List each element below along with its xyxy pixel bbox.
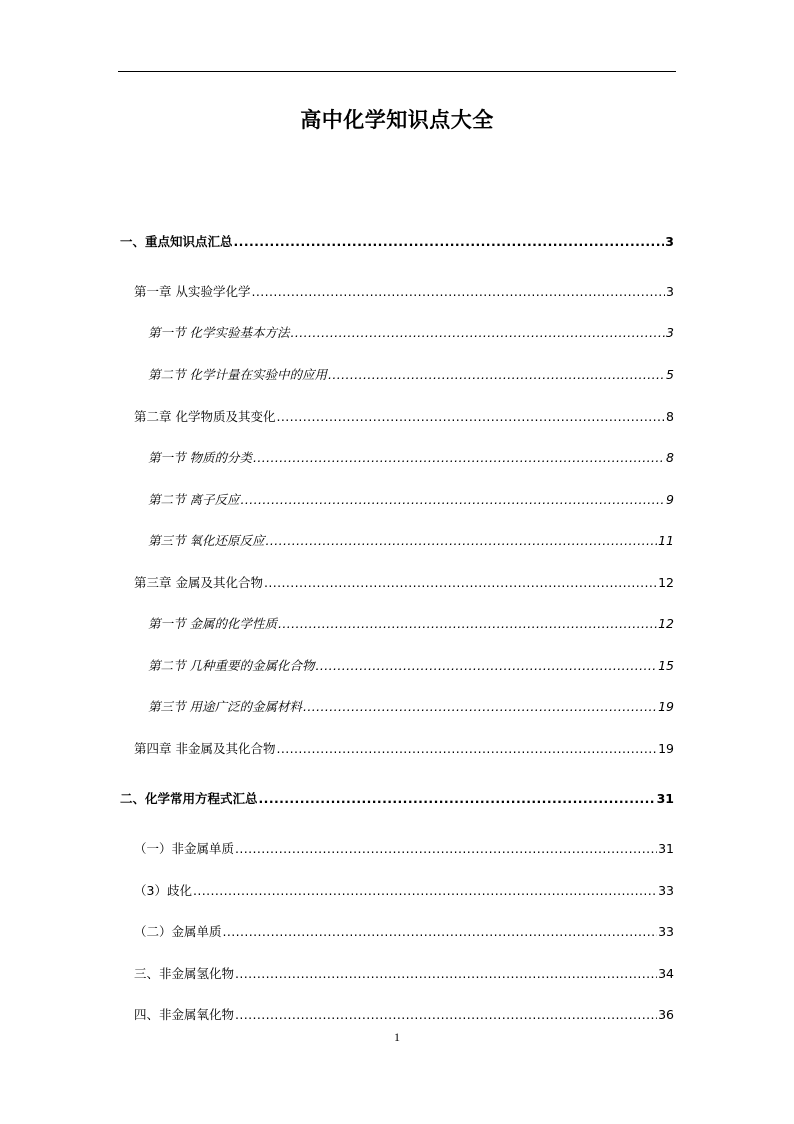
dot-leader [303,698,657,716]
toc-entry-label: 三、非金属氢化物 [134,966,235,981]
dot-leader [235,965,657,983]
toc-entry[interactable] [134,1006,674,1024]
toc-entry-label: 第一节 物质的分类 [148,450,252,465]
toc-entry[interactable] [148,324,674,342]
dot-leader [259,790,656,808]
dot-leader [328,366,665,384]
dot-leader [223,923,658,941]
toc-entry-label: 第四章 非金属及其化合物 [134,741,276,756]
toc-entry[interactable] [148,698,674,716]
toc-entry-page: 8 [666,409,674,424]
toc-entry[interactable] [134,283,674,301]
toc-entry[interactable] [120,233,674,251]
toc-entry-label: 第一节 金属的化学性质 [148,616,277,631]
dot-leader [290,324,665,342]
dot-leader [315,657,657,675]
dot-leader [265,532,657,550]
dot-leader [253,449,665,467]
toc-entry[interactable] [134,408,674,426]
toc-entry-page: 36 [658,1007,674,1022]
toc-entry-page: 19 [658,741,674,756]
toc-entry-page: 15 [658,658,674,673]
toc-entry-label: 四、非金属氧化物 [134,1007,235,1022]
dot-leader [234,233,665,251]
toc-entry-page: 9 [666,492,674,507]
toc-entry-label: 一、重点知识点汇总 [120,234,233,249]
toc-entry-label: 第三节 用途广泛的金属材料 [148,699,302,714]
toc-entry[interactable] [134,574,674,592]
toc-entry-label: 第一章 从实验学化学 [134,284,251,299]
toc-entry-page: 31 [658,841,674,856]
toc-entry-page: 3 [665,234,674,249]
page-number: 1 [394,1030,400,1044]
toc-entry[interactable] [134,740,674,758]
toc-entry-label: 第二节 化学计量在实验中的应用 [148,367,327,382]
toc-entry[interactable] [134,882,674,900]
toc-entry[interactable] [134,840,674,858]
toc-entry-page: 33 [658,883,674,898]
toc-entry-label: 第二节 离子反应 [148,492,240,507]
dot-leader [264,574,657,592]
dot-leader [235,840,657,858]
toc-entry[interactable] [148,366,674,384]
toc-entry-page: 31 [656,791,674,806]
toc-entry-page: 33 [658,924,674,939]
toc-entry-label: 第三章 金属及其化合物 [134,575,263,590]
toc-entry-page: 5 [666,367,674,382]
dot-leader [276,408,665,426]
toc-entry-label: 二、化学常用方程式汇总 [120,791,258,806]
toc-entry-label: 第二节 几种重要的金属化合物 [148,658,315,673]
toc-entry-page: 12 [658,616,674,631]
toc-entry[interactable] [148,491,674,509]
toc-entry-label: （一）非金属单质 [134,841,235,856]
toc-entry[interactable] [134,923,674,941]
toc-entry-label: 第一节 化学实验基本方法 [148,325,290,340]
toc-entry-label: （二）金属单质 [134,924,222,939]
toc-entry-page: 12 [658,575,674,590]
dot-leader [276,740,657,758]
dot-leader [278,615,657,633]
toc-entry-label: 第二章 化学物质及其变化 [134,409,276,424]
dot-leader [240,491,665,509]
toc-entry[interactable] [148,532,674,550]
toc-entry-label: （3）歧化 [134,883,192,898]
dot-leader [193,882,657,900]
toc-entry[interactable] [148,615,674,633]
toc-entry-label: 第三节 氧化还原反应 [148,533,265,548]
toc-entry[interactable] [148,449,674,467]
document-title: 高中化学知识点大全 [300,108,494,132]
toc-entry[interactable] [148,657,674,675]
toc-entry-page: 34 [658,966,674,981]
dot-leader [251,283,665,301]
toc-entry-page: 19 [658,699,674,714]
toc-entry-page: 3 [666,284,674,299]
toc-entry-page: 8 [666,450,674,465]
toc-entry-page: 3 [666,325,674,340]
toc-entry[interactable] [134,965,674,983]
toc-entry-page: 11 [658,533,674,548]
dot-leader [235,1006,657,1024]
toc-entry[interactable] [120,790,674,808]
